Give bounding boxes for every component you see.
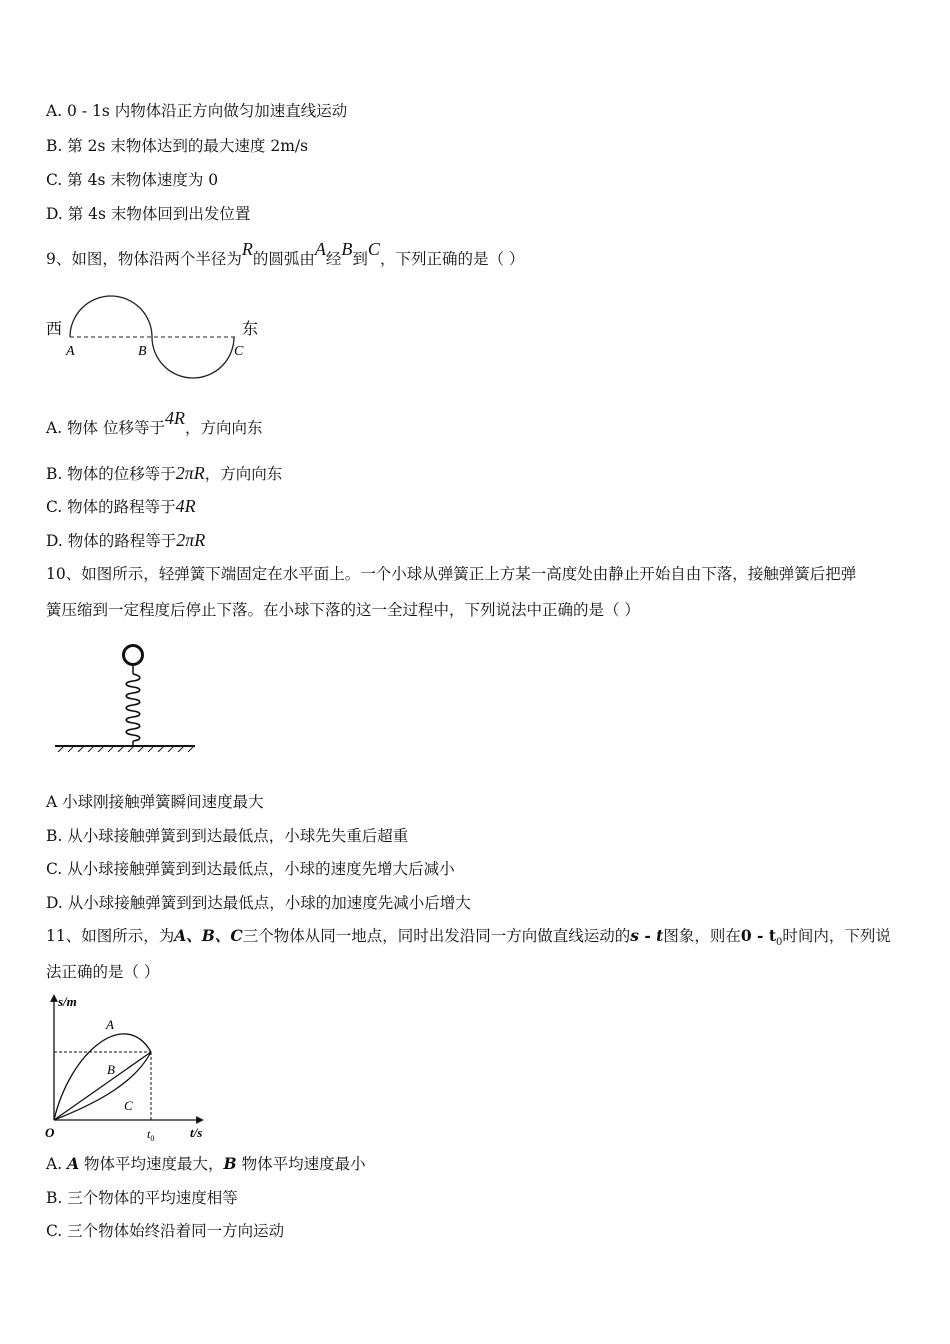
label-b: B <box>138 344 147 359</box>
west-label: 西 <box>46 321 63 338</box>
q10-option-c: C. 从小球接触弹簧到到达最低点，小球的速度先增大后减小 <box>46 860 455 878</box>
q8-option-d: D. 第 4s 末物体回到出发位置 <box>46 205 251 223</box>
q10-option-b: B. 从小球接触弹簧到到达最低点，小球先失重后超重 <box>46 827 409 845</box>
q11-stem-line2: 法正确的是（ ） <box>46 963 160 981</box>
label-a: A <box>66 344 75 359</box>
curve-a-label: A <box>106 1017 114 1032</box>
label-c: C <box>234 344 244 359</box>
q11-stem-line1: 11、如图所示，为A、B、C三个物体从同一地点，同时出发沿同一方向做直线运动的s - t图象，则在$0 - t_0$时间内，下列说 <box>46 926 891 949</box>
q9-option-b: B. 物体的位移等于2πR，方向向东 <box>46 463 283 483</box>
q9-option-c: C. 物体的路程等于4R <box>46 496 196 516</box>
q9-option-d: D. 物体的路程等于2πR <box>46 530 206 550</box>
q10-option-d: D. 从小球接触弹簧到到达最低点，小球的加速度先减小后增大 <box>46 894 471 912</box>
var-r: R <box>241 239 253 259</box>
curve-b-label: B <box>107 1062 115 1077</box>
curve-c-label: C <box>124 1098 133 1113</box>
origin-label: O <box>45 1125 55 1140</box>
q9-stem: 9、如图，物体沿两个半径为R的圆弧由A经B到C，下列正确的是（ ） <box>46 239 525 268</box>
q8-option-b: B. 第 2s 末物体达到的最大速度 2m/s <box>46 137 309 155</box>
q10-spring-figure <box>50 640 200 752</box>
q9-option-a: A. 物体 位移等于4R，方向向东 <box>46 408 263 437</box>
point-c: C <box>367 239 380 259</box>
q9-arc-figure <box>40 285 280 385</box>
q8-option-a: A. 0 - 1s 内物体沿正方向做匀加速直线运动 <box>46 102 348 120</box>
q10-stem-line1: 10、如图所示，轻弹簧下端固定在水平面上。一个小球从弹簧正上方某一高度处由静止开始自由下落，接触弹簧后把弹 <box>46 565 857 583</box>
q10-stem-line2: 簧压缩到一定程度后停止下落。在小球下落的这一全过程中，下列说法中正确的是（ ） <box>46 601 640 619</box>
q11-option-c: C. 三个物体始终沿着同一方向运动 <box>46 1222 285 1240</box>
point-a: A <box>314 239 326 259</box>
q8-option-c: C. 第 4s 末物体速度为 0 <box>46 171 219 189</box>
east-label: 东 <box>242 321 259 338</box>
y-axis-label: s/m <box>58 994 77 1009</box>
q11-st-graph <box>40 992 220 1144</box>
q10-option-a: A 小球刚接触弹簧瞬间速度最大 <box>46 793 264 811</box>
point-b: B <box>341 239 353 259</box>
t0-label: $t_0$ <box>147 1127 155 1143</box>
q11-option-a: A. A 物体平均速度最大，B 物体平均速度最小 <box>46 1154 366 1173</box>
q11-option-b: B. 三个物体的平均速度相等 <box>46 1189 238 1207</box>
x-axis-label: t/s <box>190 1125 203 1140</box>
